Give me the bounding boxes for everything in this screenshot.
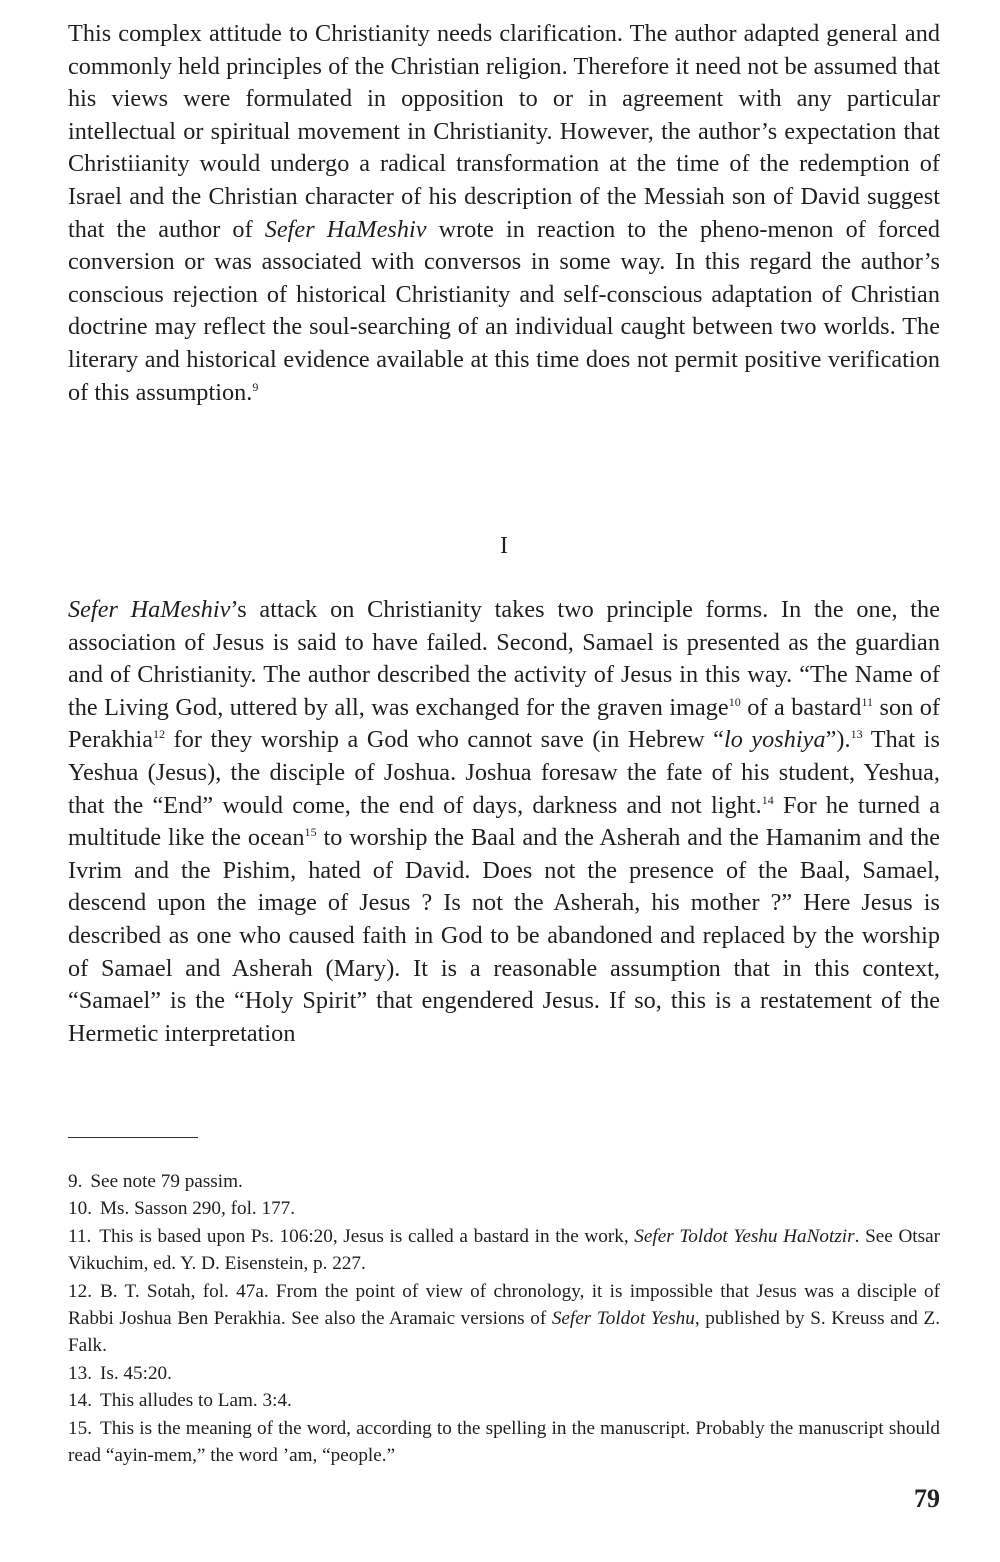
paragraph-text: ’s attack on Christianity takes two principle forms. In the one, the association of Jesus is said to have failed. Second, Samael is presented as the guardian and of Christianity. The author described the activity of Jesus in this way. “The Name of the Living God, uttered by all, was exchanged for the graven image [68, 596, 940, 721]
paragraph-text: For he turned a multitude like the ocean [68, 791, 940, 852]
page-number: 79 [914, 1484, 940, 1513]
book-title: Sefer HaMeshiv [68, 596, 231, 623]
document-page [68, 18, 941, 1467]
book-title: Sefer HaMeshiv [264, 215, 427, 243]
paragraph-text: to worship the Baal and the Asherah and the Hamanim and the Ivrim and the Pishim, hated of David. Does not the presence of the Baal, Samael, descend upon the image of Jesus ? Is not the Asherah, his mother ?” Here Jesus is described as one who caused faith in God to be abandoned and replaced by the worship of Samael and Asherah (Mary). It is a reasonable assumption that in this context, “Samael” is the “Holy Spirit” that engendered Jesus. If so, this is a restatement of the Hermetic interpretation [68, 824, 940, 1047]
footnote-ref-11[interactable]: 11 [861, 694, 874, 709]
paragraph-text: wrote in reaction to the pheno-menon of forced conversion or was associated with conversos in some way. In this regard the author’s conscious rejection of historical Christianity and self-conscious adaptation of Christian doctrine may reflect the soul-searching of an individual caught between two worlds. The literary and historical evidence available at this time does not permit positive verification of this assumption. [68, 215, 940, 406]
footnote-13: 13. Is. 45:20. [68, 1362, 172, 1384]
paragraph-text: That is Yeshua (Jesus), the disciple of Joshua. Joshua foresaw the fate of his student, Yeshua, that the “End” would come, the end of days, darkness and not light. [68, 726, 940, 819]
section-heading: I [500, 533, 508, 559]
paragraph-text: for they worship a God who cannot save (in Hebrew “ [165, 726, 724, 754]
paragraph-intro [68, 18, 940, 409]
footnote-15: 15. This is the meaning of the word, according to the spelling in the manuscript. Probably the manuscript should read “ayin-mem,” the word ’am, “people.” [68, 1417, 940, 1467]
hebrew-term: lo yoshiya [723, 726, 826, 754]
footnote-12: 12. B. T. Sotah, fol. 47a. From the point of view of chronology, it is impossible that Jesus was a disciple of Rabbi Joshua Ben Perakhia. See also the Aramaic versions of Sefer Toldot Yeshu, published by S. Kreuss and Z. Falk. [68, 1280, 940, 1357]
footnote-ref-14[interactable]: 14 [761, 792, 774, 807]
book-title: Sefer Toldot Yeshu [551, 1308, 695, 1330]
footnote-ref-13[interactable]: 13 [850, 727, 863, 742]
footnote-10: 10. Ms. Sasson 290, fol. 177. [68, 1198, 296, 1220]
footnote-ref-9[interactable]: 9 [252, 379, 259, 394]
footnotes-section [68, 1168, 940, 1469]
paragraph-text: of a bastard [740, 693, 862, 721]
book-title: Sefer Toldot Yeshu HaNotzir [634, 1225, 855, 1247]
footnote-divider [68, 1137, 198, 1138]
footnote-9: 9. See note 79 passim. [68, 1171, 243, 1192]
footnote-ref-12[interactable]: 12 [153, 727, 166, 742]
paragraph-text: ”). [825, 726, 851, 754]
footnote-14: 14. This alludes to Lam. 3:4. [68, 1390, 292, 1412]
footnote-ref-15[interactable]: 15 [304, 825, 317, 840]
paragraph-text: This complex attitude to Christianity needs clarification. The author adapted general and commonly held principles of the Christian religion. Therefore it need not be assumed that his views were formulated in opposition to or in agreement with any particular intellectual or spiritual movement in Christianity. However, the author’s expectation that Christiianity would undergo a radical transformation at the time of the redemption of Israel and the Christian character of his description of the Messiah son of David suggest that the author of [68, 20, 940, 243]
footnote-ref-10[interactable]: 10 [728, 694, 741, 709]
footnote-11: 11. This is based upon Ps. 106:20, Jesus is called a bastard in the work, Sefer Toldot Yeshu HaNotzir. See Otsar Vikuchim, ed. Y. D. Eisenstein, p. 227. [68, 1225, 941, 1275]
paragraph-section-one [68, 594, 940, 1050]
paragraph-text: son of Perakhia [68, 693, 940, 754]
